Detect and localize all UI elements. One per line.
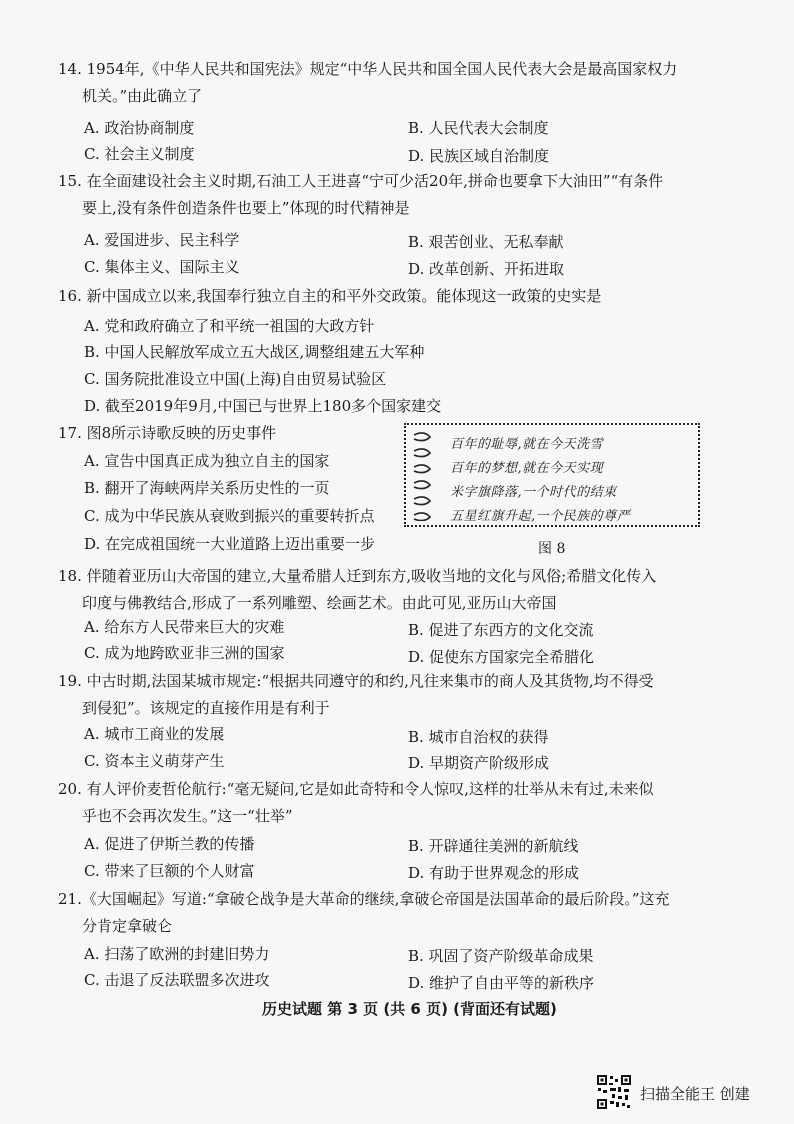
option-d: D. 促使东方国家完全希腊化 bbox=[408, 648, 595, 666]
question-stem: 15. 在全面建设社会主义时期,石油工人王进喜“宁可少活20年,拼命也要拿下大油田”“有条件 bbox=[58, 172, 664, 190]
option-c: C. 击退了反法联盟多次进攻 bbox=[84, 971, 270, 989]
question-stem-cont: 要上,没有条件创造条件也要上”体现的时代精神是 bbox=[82, 199, 410, 217]
option-d: D. 有助于世界观念的形成 bbox=[408, 864, 580, 882]
option-d: D. 维护了自由平等的新秩序 bbox=[408, 974, 595, 992]
poem-line: 米字旗降落,一个时代的结束 bbox=[450, 485, 617, 500]
option-c: C. 集体主义、国际主义 bbox=[84, 258, 240, 276]
question-21 bbox=[58, 886, 670, 940]
option-b: B. 翻开了海峡两岸关系历史性的一页 bbox=[84, 479, 330, 497]
option-a: A. 扫荡了欧洲的封建旧势力 bbox=[84, 945, 270, 963]
question-stem: 19. 中古时期,法国某城市规定:“根据共同遵守的和约,凡往来集市的商人及其货物,均不得受 bbox=[58, 672, 654, 690]
question-stem: 17. 图8所示诗歌反映的历史事件 bbox=[58, 424, 277, 442]
option-d: D. 在完成祖国统一大业道路上迈出重要一步 bbox=[84, 535, 376, 553]
question-stem: 14. 1954年,《中华人民共和国宪法》规定“中华人民共和国全国人民代表大会是最高国家权力 bbox=[58, 60, 678, 78]
question-stem-cont: 机关。”由此确立了 bbox=[82, 87, 203, 105]
option-b: B. 促进了东西方的文化交流 bbox=[408, 621, 594, 639]
option-b: B. 艰苦创业、无私奉献 bbox=[408, 233, 564, 251]
option-a: A. 促进了伊斯兰教的传播 bbox=[84, 835, 255, 853]
option-a: A. 政治协商制度 bbox=[84, 119, 195, 137]
option-b: B. 中国人民解放军成立五大战区,调整组建五大军种 bbox=[84, 343, 425, 361]
page-footer: 历史试题 第 3 页 (共 6 页) (背面还有试题) bbox=[262, 1000, 557, 1018]
question-stem: 20. 有人评价麦哲伦航行:“毫无疑问,它是如此奇特和令人惊叹,这样的壮举从未有过,未来似 bbox=[58, 780, 654, 798]
question-stem-cont: 到侵犯”。该规定的直接作用是有利于 bbox=[82, 699, 330, 717]
option-b: B. 城市自治权的获得 bbox=[408, 728, 549, 746]
poem-line: 百年的梦想,就在今天实现 bbox=[450, 461, 604, 476]
question-14 bbox=[58, 56, 677, 110]
poem-line: 五星红旗升起,一个民族的尊严 bbox=[450, 509, 631, 524]
question-20 bbox=[58, 776, 654, 830]
question-stem: 18. 伴随着亚历山大帝国的建立,大量希腊人迁到东方,吸收当地的文化与风俗;希腊文化传入 bbox=[58, 567, 657, 585]
question-stem-cont: 乎也不会再次发生。”这一“壮举” bbox=[82, 807, 293, 825]
poem-line: 百年的耻辱,就在今天洗雪 bbox=[450, 437, 604, 452]
figure-8-poem bbox=[404, 423, 700, 527]
question-16 bbox=[58, 283, 601, 310]
option-c: C. 带来了巨额的个人财富 bbox=[84, 862, 255, 880]
option-d: D. 截至2019年9月,中国已与世界上180多个国家建交 bbox=[84, 397, 442, 415]
question-stem: 21.《大国崛起》写道:“拿破仑战争是大革命的继续,拿破仑帝国是法国革命的最后阶段。”这充 bbox=[58, 890, 670, 908]
option-c: C. 成为地跨欧亚非三洲的国家 bbox=[84, 644, 285, 662]
question-stem-cont: 分肯定拿破仑 bbox=[82, 917, 173, 935]
question-15 bbox=[58, 168, 663, 222]
option-a: A. 给东方人民带来巨大的灾难 bbox=[84, 618, 285, 636]
option-a: A. 党和政府确立了和平统一祖国的大政方针 bbox=[84, 317, 375, 335]
question-17 bbox=[58, 420, 276, 447]
question-stem: 16. 新中国成立以来,我国奉行独立自主的和平外交政策。能体现这一政策的史实是 bbox=[58, 287, 602, 305]
option-d: D. 改革创新、开拓进取 bbox=[408, 260, 565, 278]
question-19 bbox=[58, 668, 654, 722]
qr-code-icon bbox=[596, 1074, 632, 1110]
question-stem-cont: 印度与佛教结合,形成了一系列雕塑、绘画艺术。由此可见,亚历山大帝国 bbox=[82, 594, 557, 612]
option-a: A. 宣告中国真正成为独立自主的国家 bbox=[84, 452, 330, 470]
option-a: A. 城市工商业的发展 bbox=[84, 725, 225, 743]
option-c: C. 成为中华民族从衰败到振兴的重要转折点 bbox=[84, 507, 375, 525]
question-18 bbox=[58, 563, 656, 617]
option-a: A. 爱国进步、民主科学 bbox=[84, 231, 240, 249]
spiral-binding-icon bbox=[410, 429, 436, 521]
option-b: B. 巩固了资产阶级革命成果 bbox=[408, 947, 594, 965]
option-b: B. 人民代表大会制度 bbox=[408, 119, 549, 137]
scanner-credit: 扫描全能王 创建 bbox=[640, 1085, 750, 1103]
option-c: C. 资本主义萌芽产生 bbox=[84, 752, 225, 770]
option-c: C. 国务院批准设立中国(上海)自由贸易试验区 bbox=[84, 370, 387, 388]
figure-label: 图 8 bbox=[538, 541, 566, 557]
option-b: B. 开辟通往美洲的新航线 bbox=[408, 837, 579, 855]
option-d: D. 民族区域自治制度 bbox=[408, 147, 550, 165]
option-c: C. 社会主义制度 bbox=[84, 145, 195, 163]
option-d: D. 早期资产阶级形成 bbox=[408, 754, 550, 772]
